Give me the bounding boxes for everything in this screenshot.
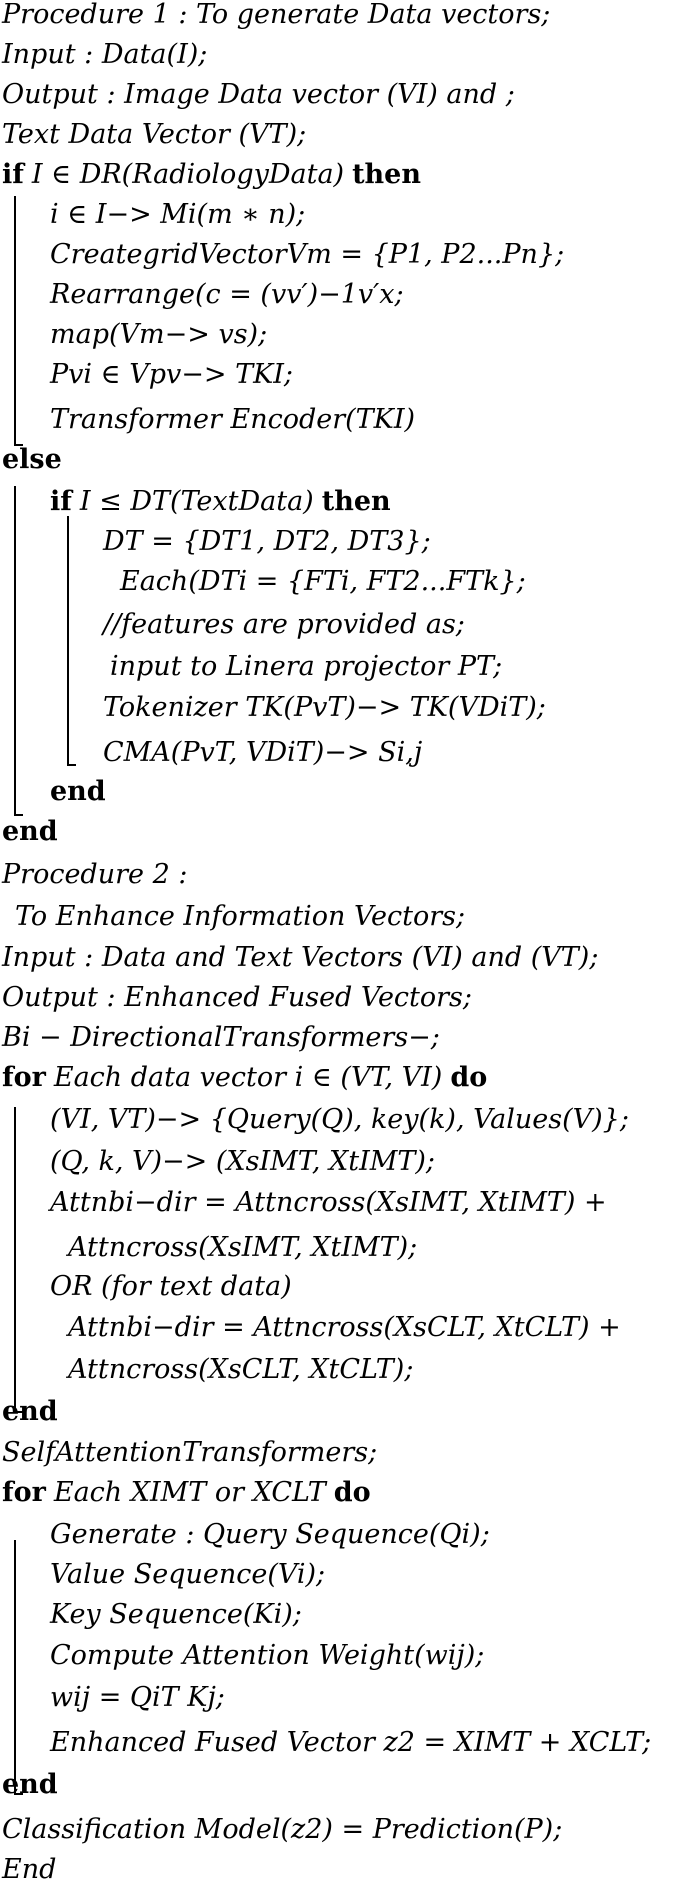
inner-if-block-rule <box>67 516 69 766</box>
algo-line-6 <box>50 195 305 235</box>
algo-line-14 <box>103 522 431 562</box>
keyword: end <box>2 1769 58 1800</box>
algo-line-32 <box>50 1267 292 1307</box>
line-text: i ∈ I−> Mi(m ∗ n); <box>50 199 306 230</box>
algo-line-30 <box>50 1183 607 1223</box>
algo-line-44 <box>2 1765 58 1805</box>
if-block-rule <box>14 196 16 446</box>
keyword: then <box>352 159 421 190</box>
algo-line-42 <box>50 1678 225 1718</box>
algo-line-38 <box>50 1515 490 1555</box>
algo-line-20 <box>50 772 106 812</box>
algo-line-10 <box>50 355 293 395</box>
algo-line-24 <box>2 938 598 978</box>
line-text: Tokenizer TK(PvT)−> TK(VDiT); <box>103 692 546 723</box>
algo-line-28 <box>50 1100 629 1140</box>
algo-line-36 <box>2 1433 377 1473</box>
algo-line-13 <box>50 482 391 522</box>
line-text: //features are provided as; <box>103 609 465 640</box>
line-text: Attncross(XsIMT, XtIMT); <box>68 1232 418 1263</box>
line-text: Input : Data and Text Vectors (VI) and (VT); <box>2 942 599 973</box>
algo-line-39 <box>50 1555 325 1595</box>
keyword: then <box>321 486 391 517</box>
algo-line-18 <box>103 688 546 728</box>
algo-line-25 <box>2 978 472 1018</box>
keyword: do <box>333 1477 371 1508</box>
line-text: DT = {DT1, DT2, DT3}; <box>103 526 431 557</box>
line-text: Transformer Encoder(TKI) <box>50 404 416 435</box>
algo-line-2 <box>2 35 207 75</box>
algo-line-7 <box>50 235 564 275</box>
line-text: Procedure 1 : To generate Data vectors; <box>2 0 551 30</box>
line-text: Each data vector i ∈ (VT, VI) <box>53 1062 443 1093</box>
line-text: Attncross(XsCLT, XtCLT); <box>68 1354 414 1385</box>
line-text: Enhanced Fused Vector z2 = XIMT + XCLT; <box>50 1727 652 1758</box>
keyword: end <box>50 776 106 807</box>
keyword: else <box>2 444 62 475</box>
line-text: Generate : Query Sequence(Qi); <box>50 1519 490 1550</box>
line-text: Rearrange(c = (vv′)−1v′x; <box>50 279 404 310</box>
line-text: Each XIMT or XCLT <box>53 1477 326 1508</box>
algo-line-1 <box>2 0 550 35</box>
algo-line-15 <box>120 562 526 602</box>
line-text: Output : Enhanced Fused Vectors; <box>2 982 473 1013</box>
keyword: for <box>2 1062 46 1093</box>
algo-line-22 <box>2 855 187 895</box>
line-text: Attnbi−dir = Attncross(XsCLT, XtCLT) + <box>68 1312 621 1343</box>
line-text: I ∈ DR(RadiologyData) <box>31 159 345 190</box>
line-text: End <box>2 1854 57 1885</box>
keyword: end <box>2 816 58 847</box>
line-text: map(Vm−> vs); <box>50 319 268 350</box>
line-text: Attnbi−dir = Attncross(XsIMT, XtIMT) + <box>50 1187 607 1218</box>
algo-line-45 <box>2 1810 562 1850</box>
line-text: Classification Model(z2) = Prediction(P); <box>2 1814 563 1845</box>
algo-line-16 <box>103 605 465 645</box>
algo-line-3 <box>2 75 515 115</box>
algo-line-29 <box>50 1142 435 1182</box>
line-text: SelfAttentionTransformers; <box>2 1437 378 1468</box>
algo-line-21 <box>2 812 58 852</box>
algo-line-5 <box>2 155 421 195</box>
keyword: if <box>2 159 24 190</box>
line-text: Compute Attention Weight(wij); <box>50 1640 485 1671</box>
line-text: input to Linera projector PT; <box>110 651 503 682</box>
algo-line-23 <box>15 897 465 937</box>
for-block-rule-2 <box>14 1540 16 1795</box>
algo-line-31 <box>68 1228 417 1268</box>
line-text: Value Sequence(Vi); <box>50 1559 326 1590</box>
for-block-rule-1 <box>14 1107 16 1413</box>
algo-line-33 <box>68 1308 621 1348</box>
algo-line-35 <box>2 1392 58 1432</box>
line-text: Key Sequence(Ki); <box>50 1599 302 1630</box>
line-text: (Q, k, V)−> (XsIMT, XtIMT); <box>50 1146 436 1177</box>
line-text: Procedure 2 : <box>2 859 188 890</box>
algo-line-43 <box>50 1723 651 1763</box>
algo-line-8 <box>50 275 404 315</box>
line-text: To Enhance Information Vectors; <box>15 901 466 932</box>
line-text: Each(DTi = {FTi, FT2...FTk}; <box>120 566 526 597</box>
algo-line-34 <box>68 1350 413 1390</box>
keyword: for <box>2 1477 46 1508</box>
line-text: Text Data Vector (VT); <box>2 119 307 150</box>
line-text: Bi − DirectionalTransformers−; <box>2 1022 440 1053</box>
algo-line-41 <box>50 1636 484 1676</box>
algo-line-17 <box>110 647 502 687</box>
algo-line-11 <box>50 400 415 440</box>
algo-line-46 <box>2 1850 56 1890</box>
algo-line-19 <box>103 733 422 773</box>
line-text: CreategridVectorVm = {P1, P2...Pn}; <box>50 239 565 270</box>
line-text: OR (for text data) <box>50 1271 292 1302</box>
line-text: Output : Image Data vector (VI) and ; <box>2 79 515 110</box>
line-text: CMA(PvT, VDiT)−> Si,j <box>103 737 423 768</box>
keyword: end <box>2 1396 58 1427</box>
algo-line-4 <box>2 115 306 155</box>
algo-line-12 <box>2 440 62 480</box>
line-text: Pvi ∈ Vpv−> TKI; <box>50 359 294 390</box>
inner-if-block-tick <box>67 764 76 766</box>
keyword: do <box>450 1062 488 1093</box>
algo-line-37 <box>2 1473 371 1513</box>
algo-line-27 <box>2 1058 487 1098</box>
line-text: (VI, VT)−> {Query(Q), key(k), Values(V)}; <box>50 1104 629 1135</box>
algo-line-26 <box>2 1018 440 1058</box>
else-block-rule <box>14 486 16 816</box>
algo-line-40 <box>50 1595 302 1635</box>
line-text: I ≤ DT(TextData) <box>79 486 314 517</box>
line-text: Input : Data(I); <box>2 39 208 70</box>
algo-line-9 <box>50 315 267 355</box>
line-text: wij = QiT Kj; <box>50 1682 225 1713</box>
keyword: if <box>50 486 72 517</box>
